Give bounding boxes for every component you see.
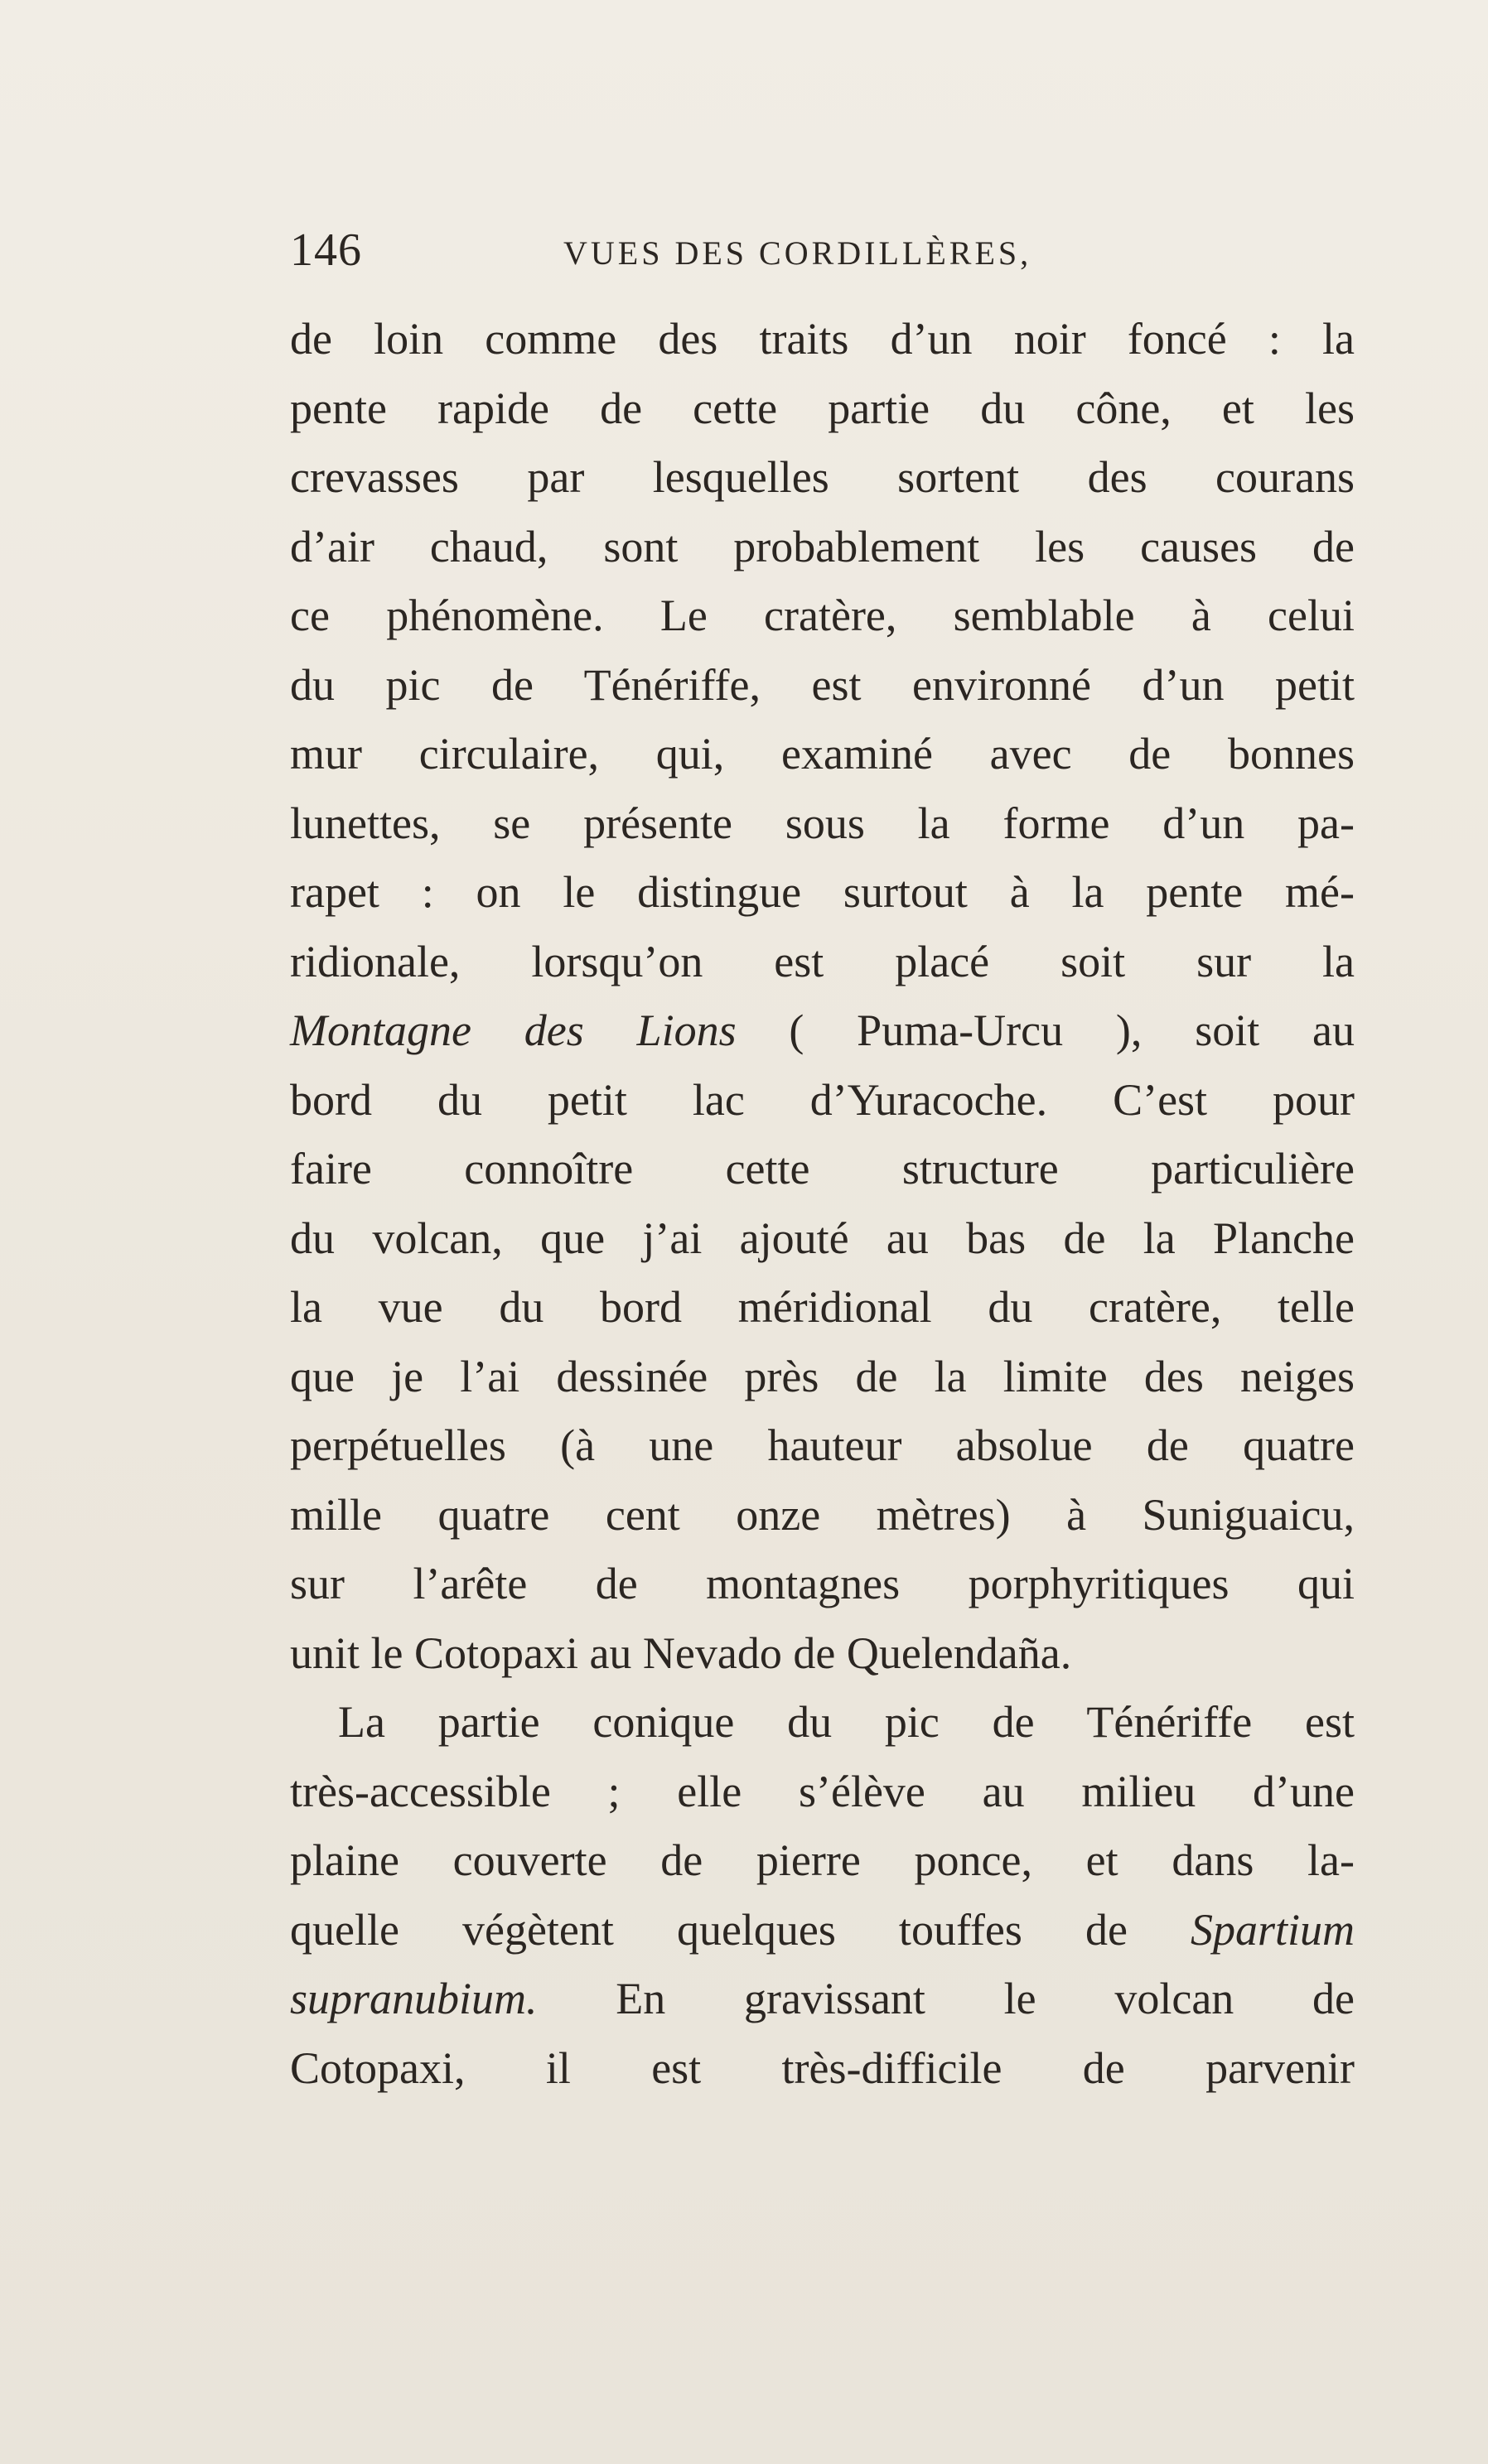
- text-line-10: ridionale, lorsqu’on est placé soit sur la: [290, 936, 1355, 986]
- running-title: VUES DES CORDILLÈRES,: [563, 234, 1032, 272]
- text-run: ( Puma-Urcu ), soit au: [736, 1005, 1355, 1055]
- text-line-14: du volcan, que j’ai ajouté au bas de la Planche: [290, 1213, 1355, 1263]
- text-line-18: mille quatre cent onze mètres) à Suniguaicu,: [290, 1489, 1355, 1540]
- text-line-19: sur l’arête de montagnes porphyritiques qui: [290, 1559, 1355, 1608]
- text-run: En gravissant le volcan de: [537, 1974, 1355, 2023]
- text-line-9: rapet : on le distingue surtout à la pente mé-: [290, 867, 1355, 917]
- text-line-6: du pic de Ténériffe, est environné d’un petit: [290, 659, 1355, 710]
- running-head: [290, 224, 1350, 290]
- text-line-17: perpétuelles (à une hauteur absolue de quatre: [290, 1420, 1355, 1470]
- text-line-4: d’air chaud, sont probablement les causes de: [290, 521, 1355, 571]
- page-number: 146: [290, 224, 362, 276]
- text-run: quelle végètent quelques touffes de: [290, 1904, 1191, 1955]
- text-line-20: unit le Cotopaxi au Nevado de Quelendaña.: [290, 1627, 1072, 1678]
- text-line-24: [290, 1896, 1355, 1965]
- italic-phrase: Montagne des Lions: [290, 1005, 737, 1055]
- text-line-21: La partie conique du pic de Ténériffe est: [338, 1697, 1355, 1747]
- body-text: [290, 305, 1355, 2103]
- text-line-25: [290, 1965, 1355, 2034]
- text-line-5: ce phénomène. Le cratère, semblable à celui: [290, 591, 1355, 640]
- text-line-22: très-accessible ; elle s’élève au milieu d’une: [290, 1766, 1355, 1816]
- text-line-23: plaine couverte de pierre ponce, et dans la-: [290, 1835, 1355, 1885]
- text-line-11: [290, 996, 1355, 1066]
- italic-phrase: Spartium: [1190, 1904, 1355, 1955]
- text-line-8: lunettes, se présente sous la forme d’un pa-: [290, 798, 1355, 848]
- text-line-26: Cotopaxi, il est très-difficile de parvenir: [290, 2042, 1355, 2093]
- text-line-7: mur circulaire, qui, examiné avec de bonnes: [290, 729, 1355, 779]
- text-line-15: la vue du bord méridional du cratère, telle: [290, 1282, 1355, 1332]
- text-line-16: que je l’ai dessinée près de la limite des neiges: [290, 1351, 1355, 1401]
- italic-phrase: supranubium.: [290, 1974, 538, 2023]
- text-line-3: crevasses par lesquelles sortent des courans: [290, 452, 1355, 502]
- text-line-1: de loin comme des traits d’un noir foncé : la: [290, 314, 1355, 364]
- text-line-13: faire connoître cette structure particulière: [290, 1144, 1355, 1193]
- text-line-2: pente rapide de cette partie du cône, et les: [290, 383, 1355, 433]
- text-line-12: bord du petit lac d’Yuracoche. C’est pour: [290, 1074, 1355, 1125]
